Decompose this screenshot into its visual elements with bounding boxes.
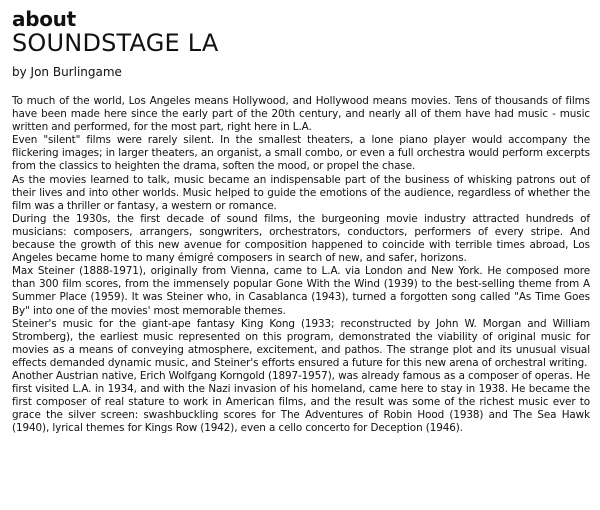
paragraph: During the 1930s, the first decade of sound films, the burgeoning movie industry attracted hundreds of musicians: composers, arrangers, songwriters, orchestrators, conductors, performers of every stripe. And because the growth of this new avenue for composition happened to coincide with terrible times abroad, Los Angeles became home to many émigré composers in search of new, and safer, horizons. <box>12 212 590 265</box>
paragraph: To much of the world, Los Angeles means Hollywood, and Hollywood means movies. Tens of thousands of films have been made here since the early part of the 20th century, and nearly all of them have had music - music written and performed, for the most part, right here in L.A. <box>12 95 590 134</box>
paragraph: Another Austrian native, Erich Wolfgang Korngold (1897-1957), was already famous as a composer of operas. He first visited L.A. in 1934, and with the Nazi invasion of his homeland, came here to stay in 1938. He became the first composer of real stature to work in American films, and the result was some of the richest music ever to grace the silver screen: swashbuckling scores for The Adventures of Robin Hood (1938) and The Sea Hawk (1940), lyrical themes for Kings Row (1942), even a cello concerto for Deception (1946). <box>12 369 590 435</box>
paragraph: Steiner's music for the giant-ape fantasy King Kong (1933; reconstructed by John W. Morgan and William Stromberg), the earliest music represented on this program, demonstrated the viability of original music for movies as a means of conveying atmosphere, excitement, and pathos. The strange plot and its unusual visual effects demanded dynamic music, and Steiner's efforts ensured a future for this new arena of orchestral writing. <box>12 317 590 369</box>
section-kicker: about <box>12 7 76 31</box>
article-body <box>12 95 590 435</box>
paragraph: Max Steiner (1888-1971), originally from Vienna, came to L.A. via London and New York. He composed more than 300 film scores, from the immensely popular Gone With the Wind (1939) to the best-selling theme from A Summer Place (1959). It was Steiner who, in Casablanca (1943), turned a forgotten song called "As Time Goes By" into one of the movies' most memorable themes. <box>12 265 590 317</box>
paragraph: Even "silent" films were rarely silent. In the smallest theaters, a lone piano player would accompany the flickering images; in larger theaters, an organist, a small combo, or even a full orchestra would perform excerpts from the classics to heighten the drama, soften the mood, or propel the chase. <box>12 134 590 173</box>
article-title: SOUNDSTAGE LA <box>12 29 219 57</box>
article-byline: by Jon Burlingame <box>12 65 122 79</box>
paragraph: As the movies learned to talk, music became an indispensable part of the business of whisking patrons out of their lives and into other worlds. Music helped to guide the emotions of the audience, regardless of whether the film was a thriller or fantasy, a western or romance. <box>12 173 590 212</box>
